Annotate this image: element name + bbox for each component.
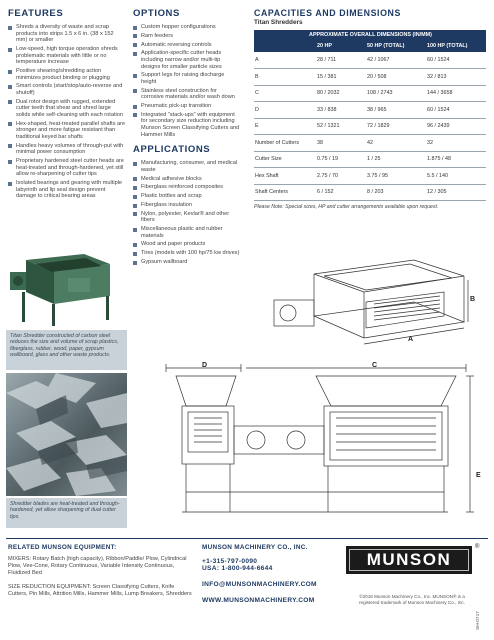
option-item: Custom hopper configurations: [133, 24, 241, 31]
feature-item: Smart controls (start/stop/auto-reverse and shutoff): [8, 83, 126, 96]
features-heading: FEATURES: [8, 8, 64, 19]
related-size-reduction: SIZE REDUCTION EQUIPMENT: Screen Classifying Cutters, Knife Cutters, Pin Mills, Attrition Mills, Hammer Mills, Lump Breakers, Shredders: [8, 583, 192, 597]
application-item: Plastic bottles and scrap: [133, 193, 241, 200]
table-header-cell: 100 HP (TOTAL): [426, 40, 486, 52]
application-item: Gypsum wallboard: [133, 259, 241, 266]
capacities-section: [254, 8, 486, 210]
related-title: RELATED MUNSON EQUIPMENT:: [8, 544, 117, 551]
blades-photo-caption: Shredder blades are heat-treated and through-hardened, yet allow sharpening of dual cutter tips.: [6, 498, 127, 528]
table-header-cell: 20 HP: [316, 40, 366, 52]
table-row: [254, 135, 486, 152]
dimension-label-e: E: [476, 472, 481, 479]
table-header-cell: [254, 40, 316, 52]
table-cell: 38: [316, 135, 366, 152]
feature-item: Handles heavy volumes of through-put with minimal power consumption: [8, 143, 126, 156]
phone-number[interactable]: +1-315-797-0090: [202, 558, 258, 565]
website-link[interactable]: WWW.MUNSONMACHINERY.COM: [202, 597, 315, 604]
footer-divider: [6, 538, 488, 539]
table-row: [254, 52, 486, 69]
table-cell: 32: [426, 135, 486, 152]
table-cell: 60 / 1524: [426, 102, 486, 119]
munson-logo: [346, 546, 472, 574]
table-cell: E: [254, 118, 316, 135]
table-cell: 1 / 25: [366, 151, 426, 168]
capacities-heading: CAPACITIES AND DIMENSIONS: [254, 8, 401, 18]
dimension-label-c: C: [372, 362, 378, 369]
table-cell: 33 / 838: [316, 102, 366, 119]
features-list: [8, 24, 126, 200]
copyright-text: ©2016 Munson Machinery Co., Inc. MUNSON® is a registered trademark of Munson Machinery Co., Inc.: [359, 594, 465, 605]
table-cell: 15 / 381: [316, 69, 366, 86]
table-cell: 8 / 203: [366, 184, 426, 201]
table-row: [254, 102, 486, 119]
table-cell: 2.75 / 70: [316, 168, 366, 185]
dimensions-table: [254, 30, 486, 201]
table-cell: 6 / 152: [316, 184, 366, 201]
table-row: [254, 168, 486, 185]
table-row: [254, 69, 486, 86]
company-name: MUNSON MACHINERY CO., INC.: [202, 544, 308, 551]
table-title: APPROXIMATE OVERALL DIMENSIONS (IN/MM): [254, 30, 486, 40]
option-item: Application-specific cutter heads including narrow and/or multi-tip designs for smaller particle sizes: [133, 50, 241, 70]
application-item: Fiberglass reinforced composites: [133, 184, 241, 191]
table-note: Please Note: Special sizes, HP and cutter arrangements available upon request.: [254, 204, 439, 210]
options-list: [133, 24, 241, 138]
table-cell: 20 / 508: [366, 69, 426, 86]
table-row: [254, 118, 486, 135]
application-item: Tires (models with 100 hp/75 kw drives): [133, 250, 241, 257]
document-code: [476, 600, 486, 630]
shredder-machine-image: [6, 246, 127, 328]
table-cell: B: [254, 69, 316, 86]
table-cell: Shaft Centers: [254, 184, 316, 201]
capacities-subheading: Titan Shredders: [254, 19, 303, 26]
options-section: [133, 8, 241, 268]
table-row: [254, 85, 486, 102]
table-cell: 32 / 813: [426, 69, 486, 86]
shredder-blades-image: [6, 373, 127, 496]
application-item: Miscellaneous plastic and rubber materials: [133, 226, 241, 239]
table-cell: Hex Shaft: [254, 168, 316, 185]
option-item: Stainless steel construction for corrosive materials and/or wash down: [133, 88, 241, 101]
option-item: Automatic reversing controls: [133, 42, 241, 49]
option-item: Support legs for raising discharge height: [133, 72, 241, 85]
usa-phone[interactable]: USA: 1-800-944-6644: [202, 565, 273, 572]
table-cell: 12 / 305: [426, 184, 486, 201]
application-item: Medical adhesive blocks: [133, 176, 241, 183]
table-cell: 108 / 2743: [366, 85, 426, 102]
table-cell: 96 / 2439: [426, 118, 486, 135]
table-cell: 42 / 1067: [366, 52, 426, 69]
application-item: Wood and paper products: [133, 241, 241, 248]
application-item: Manufacturing, consumer, and medical waste: [133, 160, 241, 173]
table-row: [254, 151, 486, 168]
logo-text: MUNSON: [366, 550, 452, 569]
feature-item: Positive shearing/shredding action minimizes product binding or plugging: [8, 68, 126, 81]
shredder-elevation-drawing: [136, 362, 488, 532]
shredder-plan-drawing: [254, 252, 486, 360]
application-item: Nylon, polyester, Kevlar® and other fibers: [133, 211, 241, 224]
table-cell: 1.875 / 48: [426, 151, 486, 168]
document-code-text: SH-0717: [476, 611, 481, 630]
table-cell: Cutter Size: [254, 151, 316, 168]
feature-item: Dual rotor design with rugged, extended cutter teeth that shear and shred large solids while self-cleaning with each rotation: [8, 99, 126, 119]
related-equipment: [8, 544, 192, 598]
related-mixers: MIXERS: Rotary Batch (high capacity), Ribbon/Paddle/ Plow, Cylindrical Plow, Vee-Cone, Rotary Continuous, Variable Intensity Continuous, Fluidized Bed: [8, 556, 187, 577]
feature-item: Shreds a diversity of waste and scrap products into strips 1.5 x 6 in. (38 x 152 mm) or smaller: [8, 24, 126, 44]
table-cell: 52 / 1321: [316, 118, 366, 135]
table-cell: Number of Cutters: [254, 135, 316, 152]
dimension-label-b: B: [470, 296, 476, 303]
dimension-label-d: D: [202, 362, 208, 369]
table-header-cell: 50 HP (TOTAL): [366, 40, 426, 52]
table-cell: 60 / 1524: [426, 52, 486, 69]
feature-item: Isolated bearings and gearing with multiple labyrinth and lip seal design prevent damage to critical bearing areas: [8, 180, 126, 200]
applications-heading: APPLICATIONS: [133, 144, 211, 156]
dimension-diagram-bottom: [136, 362, 488, 532]
shredder-photo: [6, 246, 127, 328]
option-item: Integrated "stack-ups" with equipment for secondary size reduction including Munson Screen Classifying Cutters and Hammer Mills: [133, 112, 241, 138]
feature-item: Hex-shaped, heat-treated parallel shafts are stronger and more fatigue resistant than traditional keyed bar shafts: [8, 121, 126, 141]
applications-list: [133, 160, 241, 265]
table-cell: 42: [366, 135, 426, 152]
registered-mark: ®: [475, 544, 480, 550]
email-link[interactable]: INFO@MUNSONMACHINERY.COM: [202, 581, 317, 588]
features-section: [8, 8, 126, 202]
option-item: Ram feeders: [133, 33, 241, 40]
table-cell: 28 / 711: [316, 52, 366, 69]
table-cell: 38 / 965: [366, 102, 426, 119]
contact-block: [202, 544, 342, 604]
table-cell: 80 / 2032: [316, 85, 366, 102]
table-cell: A: [254, 52, 316, 69]
table-cell: C: [254, 85, 316, 102]
table-cell: 0.75 / 19: [316, 151, 366, 168]
table-cell: 144 / 3658: [426, 85, 486, 102]
table-cell: 72 / 1829: [366, 118, 426, 135]
dimension-diagram-top: [254, 252, 486, 360]
table-row: [254, 184, 486, 201]
feature-item: Proprietary hardened steel cutter heads are heat-treated and through-hardened, yet still allow re-sharpening of cutter tips: [8, 158, 126, 178]
feature-item: Low-speed, high torque operation shreds problematic materials with little or no temperature increase: [8, 46, 126, 66]
table-cell: 5.5 / 140: [426, 168, 486, 185]
option-item: Pneumatic pick-up transition: [133, 103, 241, 110]
table-cell: 3.75 / 95: [366, 168, 426, 185]
shredder-photo-caption: Titan Shredder constructed of carbon steel reduces the size and volume of scrap plastics, fiberglass, rubber, wood, paper, gypsum wallboard, glass and other waste products.: [6, 330, 127, 370]
dimension-label-a: A: [408, 336, 414, 343]
options-heading: OPTIONS: [133, 8, 180, 19]
table-cell: D: [254, 102, 316, 119]
blades-photo: [6, 373, 127, 496]
application-item: Fiberglass insulation: [133, 202, 241, 209]
